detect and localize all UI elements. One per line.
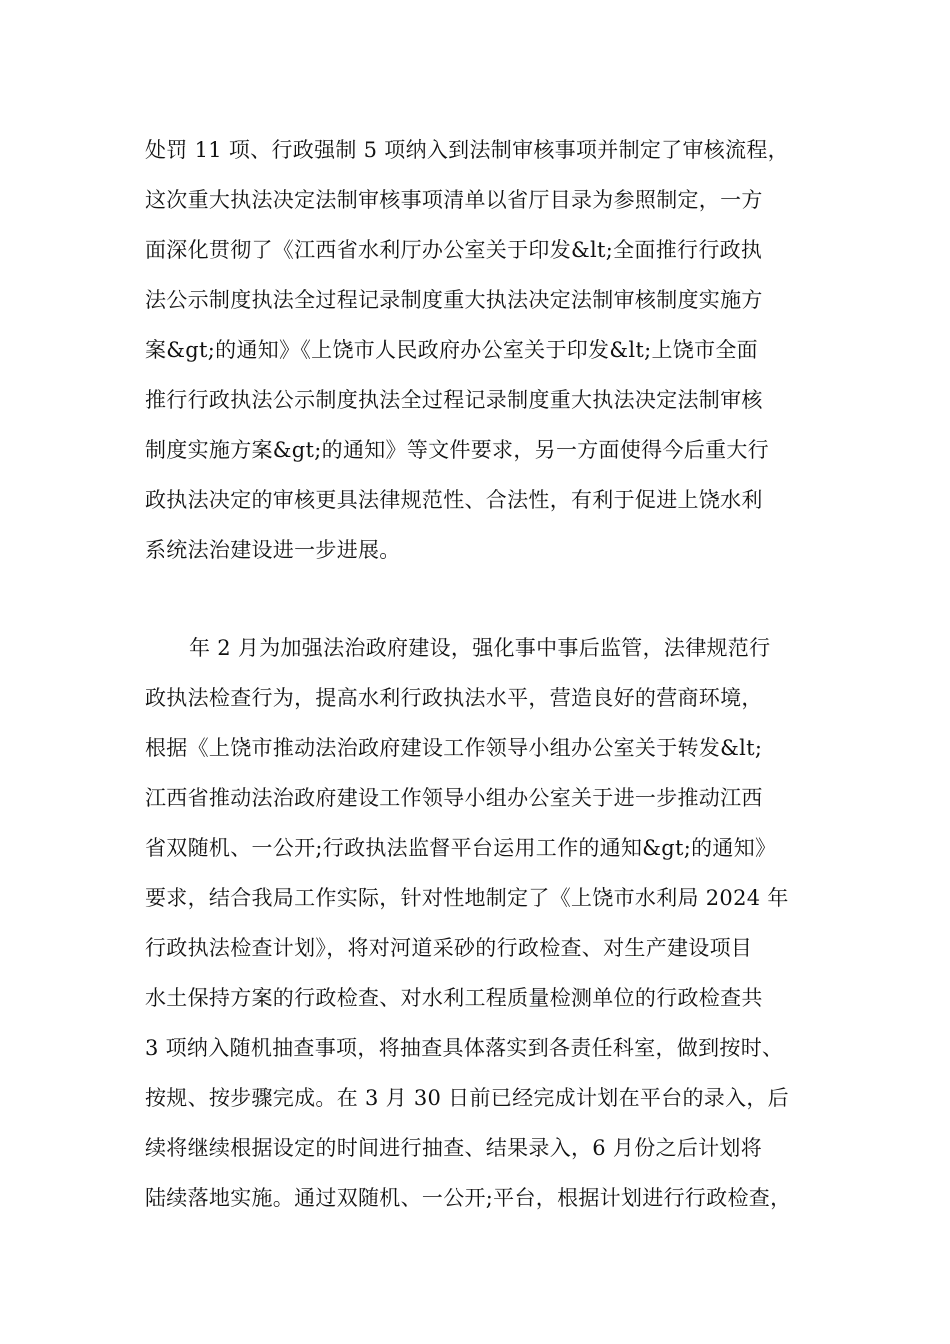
paragraph-2-line-3: 根据《上饶市推动法治政府建设工作领导小组办公室关于转发&lt;	[145, 736, 763, 760]
paragraph-2-line-9: 3 项纳入随机抽查事项，将抽查具体落实到各责任科室，做到按时、	[145, 1036, 784, 1060]
paragraph-1-line-2: 这次重大执法决定法制审核事项清单以省厅目录为参照制定，一方	[145, 188, 763, 212]
paragraph-1-line-8: 政执法决定的审核更具法律规范性、合法性，有利于促进上饶水利	[145, 488, 763, 512]
paragraph-1-line-5: 案&gt;的通知》《上饶市人民政府办公室关于印发&lt;上饶市全面	[145, 338, 758, 362]
paragraph-1-line-3: 面深化贯彻了《江西省水利厅办公室关于印发&lt;全面推行行政执	[145, 238, 763, 262]
paragraph-1-line-6: 推行行政执法公示制度执法全过程记录制度重大执法决定法制审核	[145, 388, 763, 412]
paragraph-2-line-11: 续将继续根据设定的时间进行抽查、结果录入，6 月份之后计划将	[145, 1136, 763, 1160]
paragraph-2-line-1: 年 2 月为加强法治政府建设，强化事中事后监管，法律规范行	[189, 636, 771, 660]
paragraph-1-line-7: 制度实施方案&gt;的通知》等文件要求，另一方面使得今后重大行	[145, 438, 769, 462]
paragraph-2-line-2: 政执法检查行为，提高水利行政执法水平，营造良好的营商环境，	[145, 686, 763, 710]
paragraph-2-line-4: 江西省推动法治政府建设工作领导小组办公室关于进一步推动江西	[145, 786, 763, 810]
paragraph-2-line-10: 按规、按步骤完成。在 3 月 30 日前已经完成计划在平台的录入，后	[145, 1086, 789, 1110]
paragraph-1-line-9: 系统法治建设进一步进展。	[145, 538, 401, 562]
paragraph-2-line-5: 省双随机、一公开;行政执法监督平台运用工作的通知&gt;的通知》	[145, 836, 777, 860]
paragraph-2-line-6: 要求，结合我局工作实际，针对性地制定了《上饶市水利局 2024 年	[145, 886, 789, 910]
paragraph-2-line-12: 陆续落地实施。通过双随机、一公开;平台，根据计划进行行政检查，	[145, 1186, 792, 1210]
paragraph-1-line-4: 法公示制度执法全过程记录制度重大执法决定法制审核制度实施方	[145, 288, 763, 312]
paragraph-2-line-8: 水土保持方案的行政检查、对水利工程质量检测单位的行政检查共	[145, 986, 763, 1010]
paragraph-2-line-7: 行政执法检查计划》，将对河道采砂的行政检查、对生产建设项目	[145, 936, 753, 960]
paragraph-1-line-1: 处罚 11 项、行政强制 5 项纳入到法制审核事项并制定了审核流程，	[145, 138, 789, 162]
